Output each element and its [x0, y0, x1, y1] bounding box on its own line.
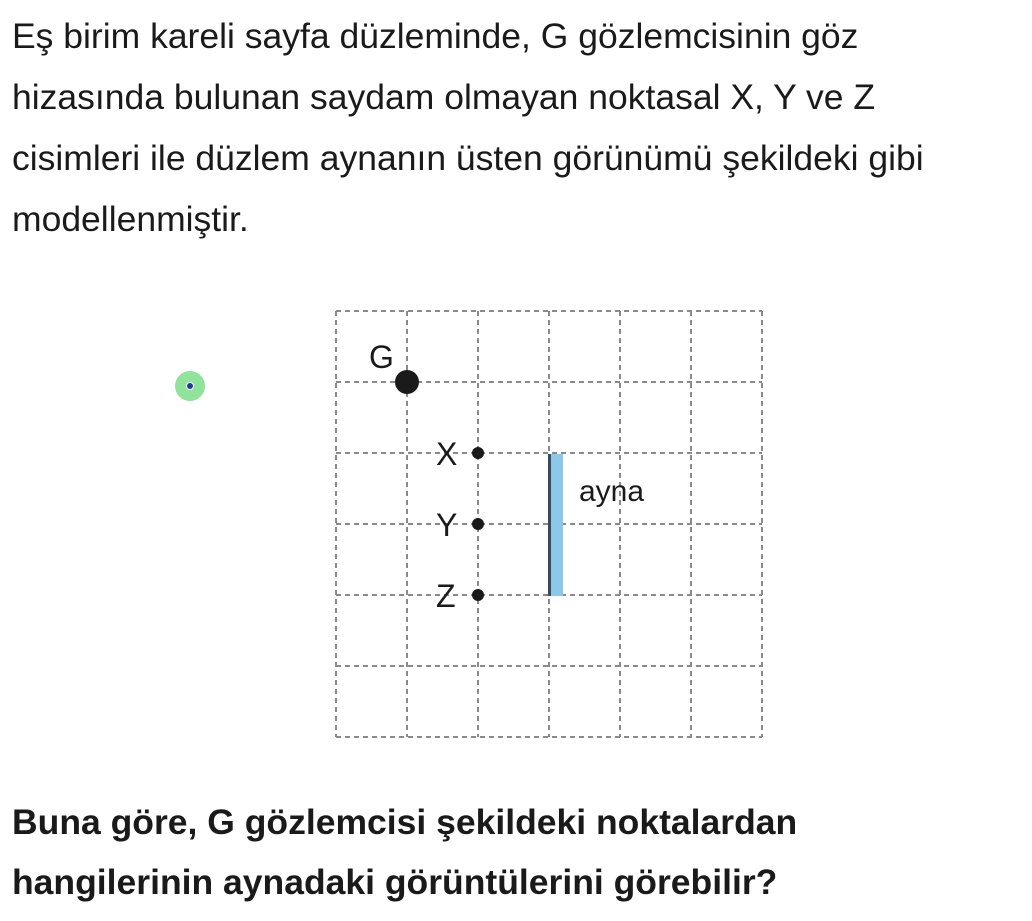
intro-line-3: cisimleri ile düzlem aynanın üsten görünümü şekildeki gibi — [12, 138, 924, 178]
question-text — [12, 792, 1028, 912]
intro-line-1: Eş birim kareli sayfa düzleminde, G gözlemcisinin göz — [12, 16, 859, 56]
observer-point — [395, 370, 419, 394]
mirror-back — [548, 454, 551, 596]
object-y-point — [472, 518, 484, 530]
question-line-1: Buna göre, G gözlemcisi şekildeki noktalardan — [12, 802, 798, 842]
mirror-face — [550, 454, 563, 596]
question-line-2: hangilerinin aynadaki görüntülerini görebilir? — [12, 862, 778, 902]
object-y-label: Y — [436, 507, 458, 543]
object-z-point — [472, 589, 484, 601]
intro-line-2: hizasında bulunan saydam olmayan noktasal X, Y ve Z — [12, 77, 876, 117]
mirror-label: ayna — [579, 475, 645, 508]
object-x-label: X — [436, 436, 458, 472]
object-x-point — [472, 447, 484, 459]
object-z-label: Z — [436, 578, 456, 614]
observer-label: G — [369, 339, 394, 375]
intro-line-4: modellenmiştir. — [12, 199, 249, 239]
